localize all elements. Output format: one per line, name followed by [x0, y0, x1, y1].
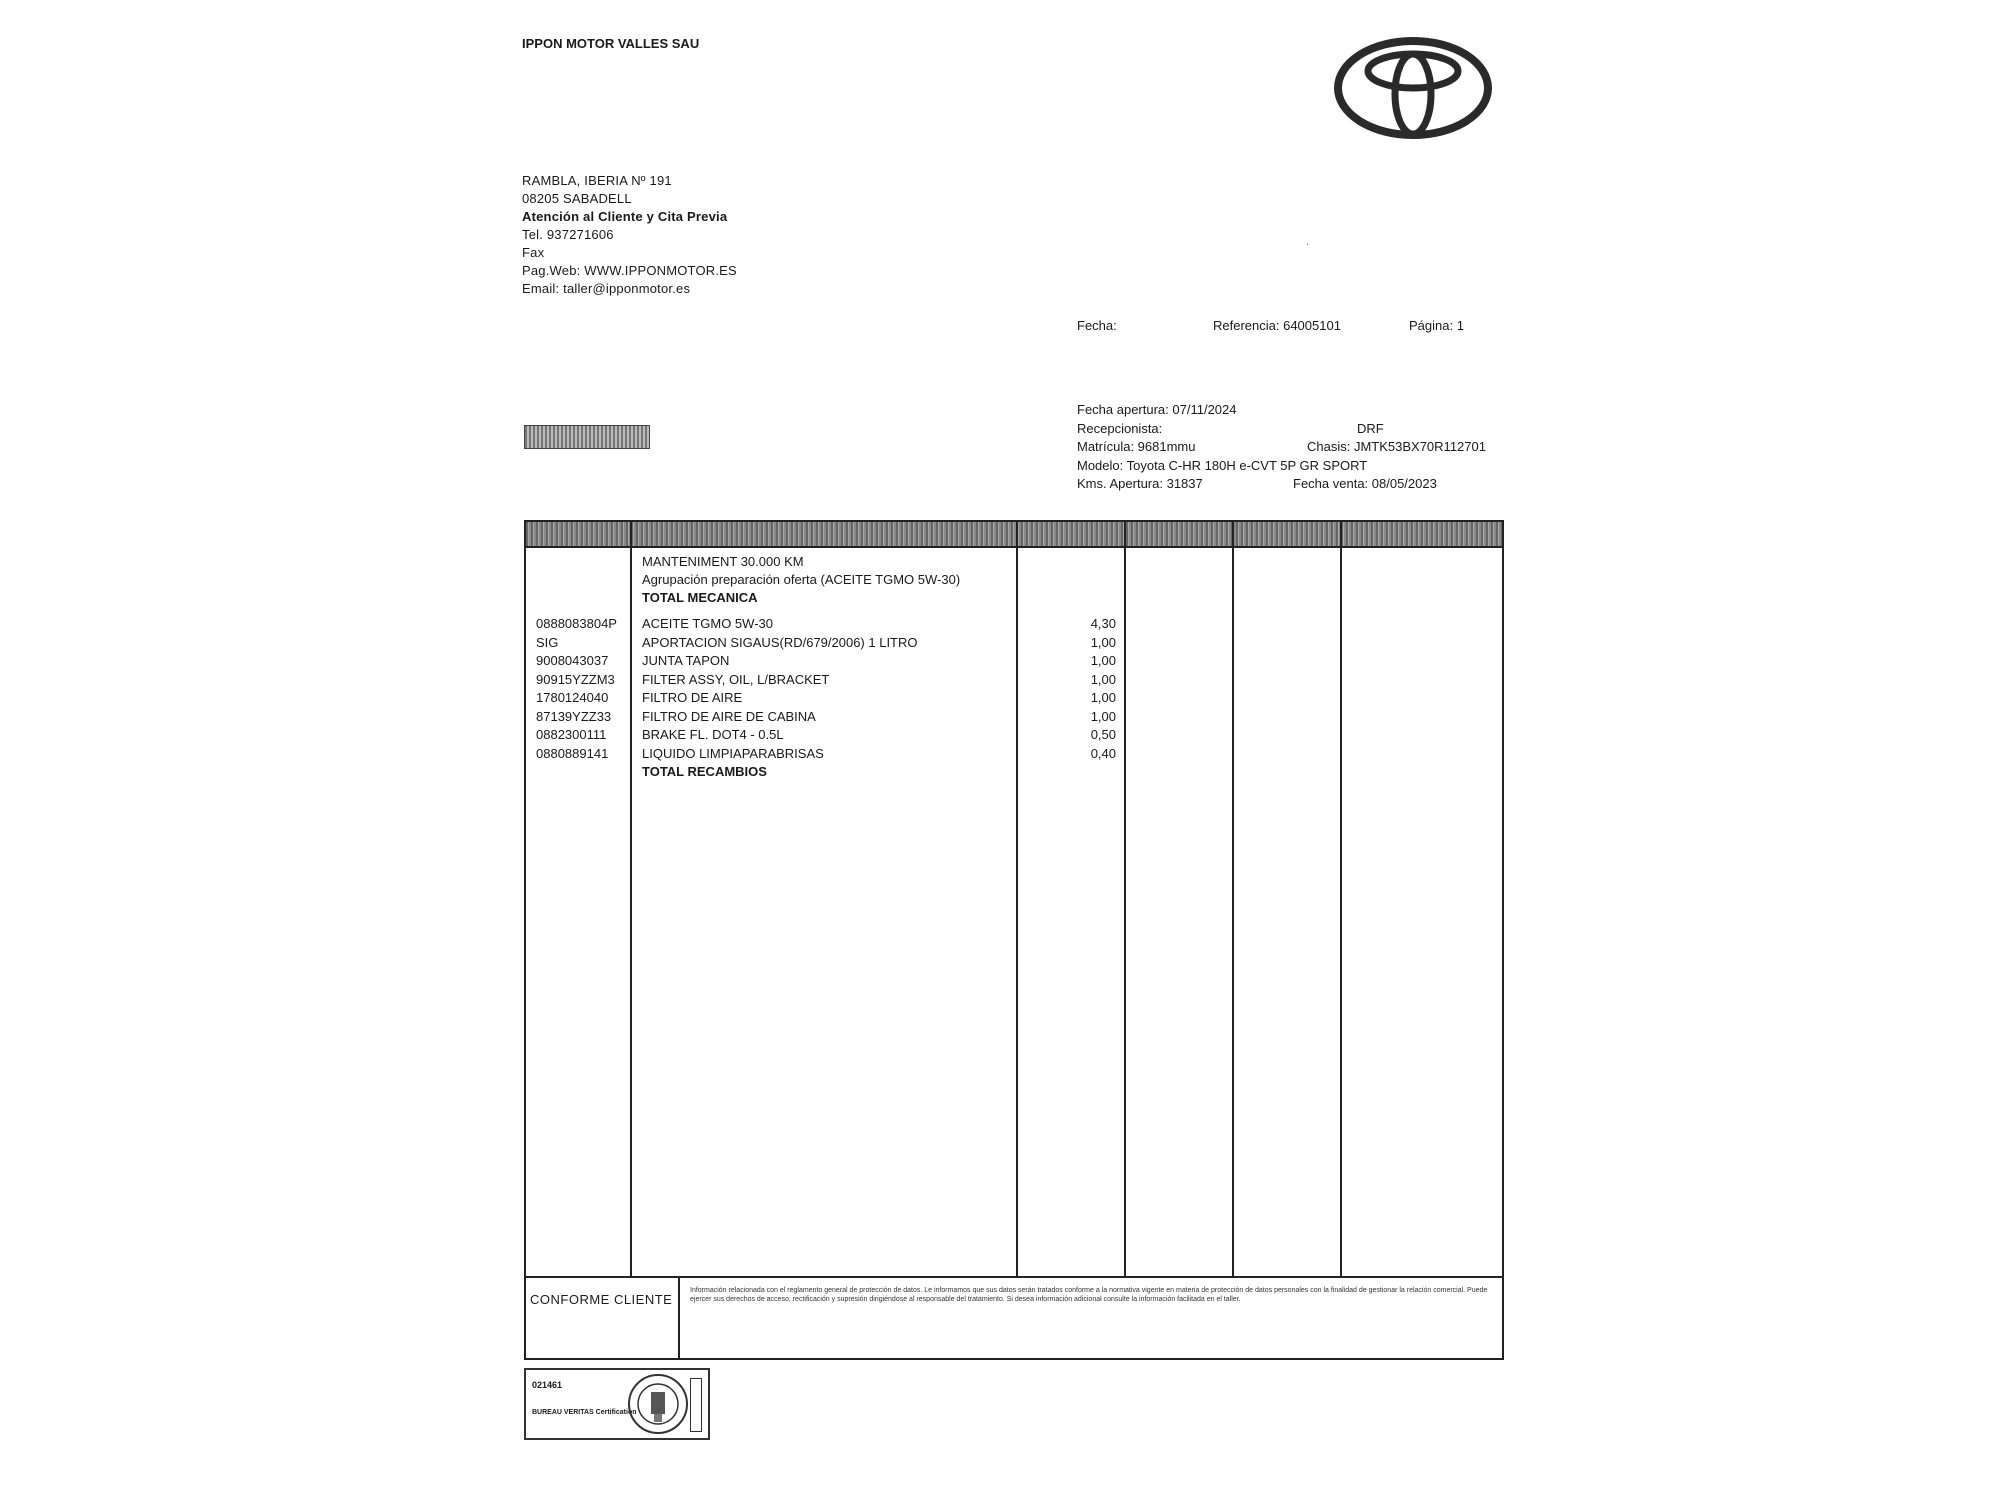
receptionist-label: Recepcionista:	[1077, 420, 1163, 436]
labor-subtitle: Agrupación preparación oferta (ACEITE TGMO 5W-30)	[642, 572, 961, 587]
vehicle-model: Modelo: Toyota C-HR 180H e-CVT 5P GR SPORT	[1077, 457, 1368, 473]
part-code: 0888083804P	[536, 616, 617, 631]
part-description: FILTRO DE AIRE	[642, 690, 743, 705]
address-fax: Fax	[522, 245, 545, 260]
table-header	[526, 522, 1502, 548]
column-divider	[1124, 522, 1126, 1276]
part-description: BRAKE FL. DOT4 - 0.5L	[642, 727, 784, 742]
part-description: FILTER ASSY, OIL, L/BRACKET	[642, 671, 830, 687]
part-code: 87139YZZ33	[536, 708, 612, 724]
column-divider	[1232, 522, 1234, 1276]
opening-date: Fecha apertura: 07/11/2024	[1077, 402, 1237, 417]
labor-total: TOTAL MECANICA	[642, 590, 758, 605]
part-description: ACEITE TGMO 5W-30	[642, 616, 773, 631]
part-quantity: 4,30	[1090, 616, 1116, 631]
part-quantity: 1,00	[1090, 690, 1116, 705]
license-plate: Matrícula: 9681mmu	[1077, 439, 1196, 454]
customer-approval-label: CONFORME CLIENTE	[530, 1292, 673, 1307]
address-email: Email: taller@ipponmotor.es	[522, 281, 691, 296]
column-divider	[630, 522, 632, 1276]
part-quantity: 1,00	[1090, 708, 1116, 724]
part-code: 90915YZZM3	[536, 671, 615, 687]
certification-stamp	[524, 1368, 710, 1440]
address-street: RAMBLA, IBERIA Nº 191	[522, 173, 672, 188]
part-description: APORTACION SIGAUS(RD/679/2006) 1 LITRO	[642, 634, 918, 650]
scan-speck: .	[1306, 236, 1310, 248]
part-description: FILTRO DE AIRE DE CABINA	[642, 708, 816, 724]
address-city: 08205 SABADELL	[522, 191, 632, 206]
receptionist-code: DRF	[1357, 420, 1384, 436]
date-label: Fecha:	[1077, 318, 1117, 333]
certification-bar	[690, 1378, 702, 1432]
client-redacted-box	[524, 425, 650, 449]
part-code: SIG	[536, 634, 559, 650]
toyota-logo	[1333, 36, 1493, 140]
part-quantity: 1,00	[1090, 634, 1116, 650]
approval-divider	[678, 1278, 680, 1358]
chassis-number: Chasis: JMTK53BX70R112701	[1307, 439, 1486, 454]
part-quantity: 1,00	[1090, 671, 1116, 687]
part-code: 1780124040	[536, 690, 609, 705]
part-quantity: 0,40	[1090, 745, 1116, 761]
part-description: JUNTA TAPON	[642, 653, 730, 668]
address-phone: Tel. 937271606	[522, 227, 614, 242]
column-divider	[1016, 522, 1018, 1276]
part-quantity: 0,50	[1090, 727, 1116, 742]
part-description: LIQUIDO LIMPIAPARABRISAS	[642, 745, 824, 761]
certificate-number: 021461	[532, 1380, 563, 1390]
company-address	[522, 172, 737, 298]
opening-km: Kms. Apertura: 31837	[1077, 476, 1203, 491]
address-service: Atención al Cliente y Cita Previa	[522, 209, 728, 224]
address-web: Pag.Web: WWW.IPPONMOTOR.ES	[522, 263, 737, 278]
legal-notice: Información relacionada con el reglamento general de protección de datos. Le informamos que sus datos serán tratados conforme a la normativa vigente en materia de protección de datos personales con la finalidad de gestionar la relación comercial. Puede ejercer sus derechos de acceso, rectificación y supresión dirigiéndose al responsable del tratamiento. Si desea información adicional consulte la información facilitada en el taller.	[690, 1287, 1488, 1303]
bureau-veritas-seal-icon	[626, 1372, 690, 1436]
parts-total: TOTAL RECAMBIOS	[642, 764, 767, 779]
part-code: 9008043037	[536, 653, 609, 668]
items-table	[524, 520, 1504, 1278]
part-code: 0880889141	[536, 745, 609, 761]
vehicle-info	[1077, 401, 1486, 494]
page-number: Página: 1	[1409, 318, 1464, 333]
column-divider	[1340, 522, 1342, 1276]
customer-approval-box	[524, 1278, 1504, 1360]
part-code: 0882300111	[536, 727, 607, 742]
reference-number: Referencia: 64005101	[1213, 318, 1341, 333]
part-quantity: 1,00	[1090, 653, 1116, 668]
company-name: IPPON MOTOR VALLES SAU	[522, 36, 700, 51]
sale-date: Fecha venta: 08/05/2023	[1293, 476, 1437, 491]
certification-org: BUREAU VERITAS Certification	[532, 1409, 637, 1416]
labor-title: MANTENIMENT 30.000 KM	[642, 554, 804, 569]
